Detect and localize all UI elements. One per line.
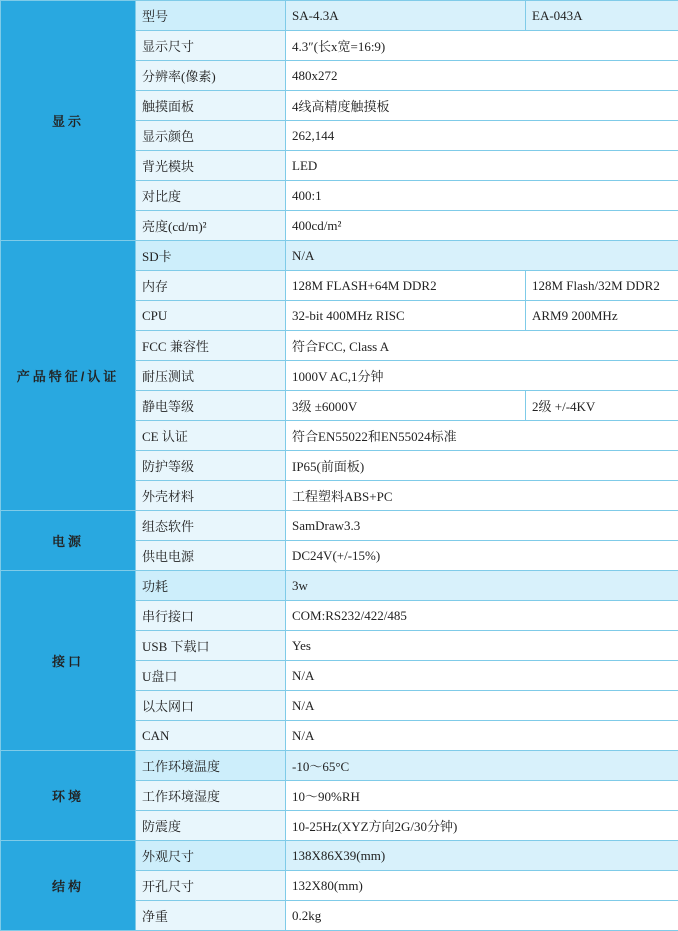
row-label: CE 认证 <box>136 421 286 451</box>
row-value-primary: 工程塑料ABS+PC <box>286 481 678 511</box>
row-value-primary: 符合EN55022和EN55024标准 <box>286 421 678 451</box>
row-label: 防震度 <box>136 811 286 841</box>
row-value-primary: 4.3″(长x宽=16:9) <box>286 31 678 61</box>
group-label: 结构 <box>1 841 136 931</box>
row-value-primary: 32-bit 400MHz RISC <box>286 301 526 331</box>
group-label: 产品特征/认证 <box>1 241 136 511</box>
row-value-primary: DC24V(+/-15%) <box>286 541 678 571</box>
row-value-primary: N/A <box>286 241 678 271</box>
row-value-primary: 4线高精度触摸板 <box>286 91 678 121</box>
row-value-primary: IP65(前面板) <box>286 451 678 481</box>
row-value-primary: 10-25Hz(XYZ方向2G/30分钟) <box>286 811 678 841</box>
row-label: 以太网口 <box>136 691 286 721</box>
row-label: 耐压测试 <box>136 361 286 391</box>
row-value-primary: 480x272 <box>286 61 678 91</box>
table-row <box>1 571 678 601</box>
table-row <box>1 241 678 271</box>
row-value-primary: 3w <box>286 571 678 601</box>
row-value-primary: Yes <box>286 631 678 661</box>
row-label: 工作环境湿度 <box>136 781 286 811</box>
row-label: 静电等级 <box>136 391 286 421</box>
row-value-primary: 3级 ±6000V <box>286 391 526 421</box>
row-value-primary: 262,144 <box>286 121 678 151</box>
group-label: 电源 <box>1 511 136 571</box>
row-label: FCC 兼容性 <box>136 331 286 361</box>
row-label: 亮度(cd/m)² <box>136 211 286 241</box>
row-value-primary: 10～90%RH <box>286 781 678 811</box>
row-label: 净重 <box>136 901 286 931</box>
row-value-primary: SA-4.3A <box>286 1 526 31</box>
group-label: 环境 <box>1 751 136 841</box>
row-value-primary: N/A <box>286 661 678 691</box>
row-value-primary: 0.2kg <box>286 901 678 931</box>
row-label: 触摸面板 <box>136 91 286 121</box>
row-value-secondary: ARM9 200MHz <box>526 301 678 331</box>
row-value-primary: -10～65°C <box>286 751 678 781</box>
row-value-secondary: 2级 +/-4KV <box>526 391 678 421</box>
row-label: 显示颜色 <box>136 121 286 151</box>
table-body <box>1 1 678 931</box>
row-label: 分辨率(像素) <box>136 61 286 91</box>
row-label: U盘口 <box>136 661 286 691</box>
group-label: 接口 <box>1 571 136 751</box>
row-label: 供电电源 <box>136 541 286 571</box>
row-label: 外观尺寸 <box>136 841 286 871</box>
row-value-secondary: EA-043A <box>526 1 678 31</box>
row-label: USB 下载口 <box>136 631 286 661</box>
row-label: CAN <box>136 721 286 751</box>
row-value-primary: LED <box>286 151 678 181</box>
row-label: 防护等级 <box>136 451 286 481</box>
row-value-secondary: 128M Flash/32M DDR2 <box>526 271 678 301</box>
row-value-primary: COM:RS232/422/485 <box>286 601 678 631</box>
row-label: 功耗 <box>136 571 286 601</box>
table-row <box>1 751 678 781</box>
row-value-primary: 400cd/m² <box>286 211 678 241</box>
row-label: 外壳材料 <box>136 481 286 511</box>
row-label: 型号 <box>136 1 286 31</box>
group-label: 显示 <box>1 1 136 241</box>
row-label: CPU <box>136 301 286 331</box>
table-row <box>1 511 678 541</box>
row-label: 内存 <box>136 271 286 301</box>
row-value-primary: N/A <box>286 691 678 721</box>
table-row <box>1 841 678 871</box>
table-row <box>1 1 678 31</box>
row-label: 显示尺寸 <box>136 31 286 61</box>
row-label: 背光模块 <box>136 151 286 181</box>
row-value-primary: N/A <box>286 721 678 751</box>
row-label: SD卡 <box>136 241 286 271</box>
row-label: 对比度 <box>136 181 286 211</box>
row-value-primary: 符合FCC, Class A <box>286 331 678 361</box>
row-value-primary: 138X86X39(mm) <box>286 841 678 871</box>
row-label: 串行接口 <box>136 601 286 631</box>
row-value-primary: 400:1 <box>286 181 678 211</box>
row-value-primary: 132X80(mm) <box>286 871 678 901</box>
row-value-primary: SamDraw3.3 <box>286 511 678 541</box>
row-label: 工作环境温度 <box>136 751 286 781</box>
row-value-primary: 1000V AC,1分钟 <box>286 361 678 391</box>
row-label: 开孔尺寸 <box>136 871 286 901</box>
row-value-primary: 128M FLASH+64M DDR2 <box>286 271 526 301</box>
row-label: 组态软件 <box>136 511 286 541</box>
